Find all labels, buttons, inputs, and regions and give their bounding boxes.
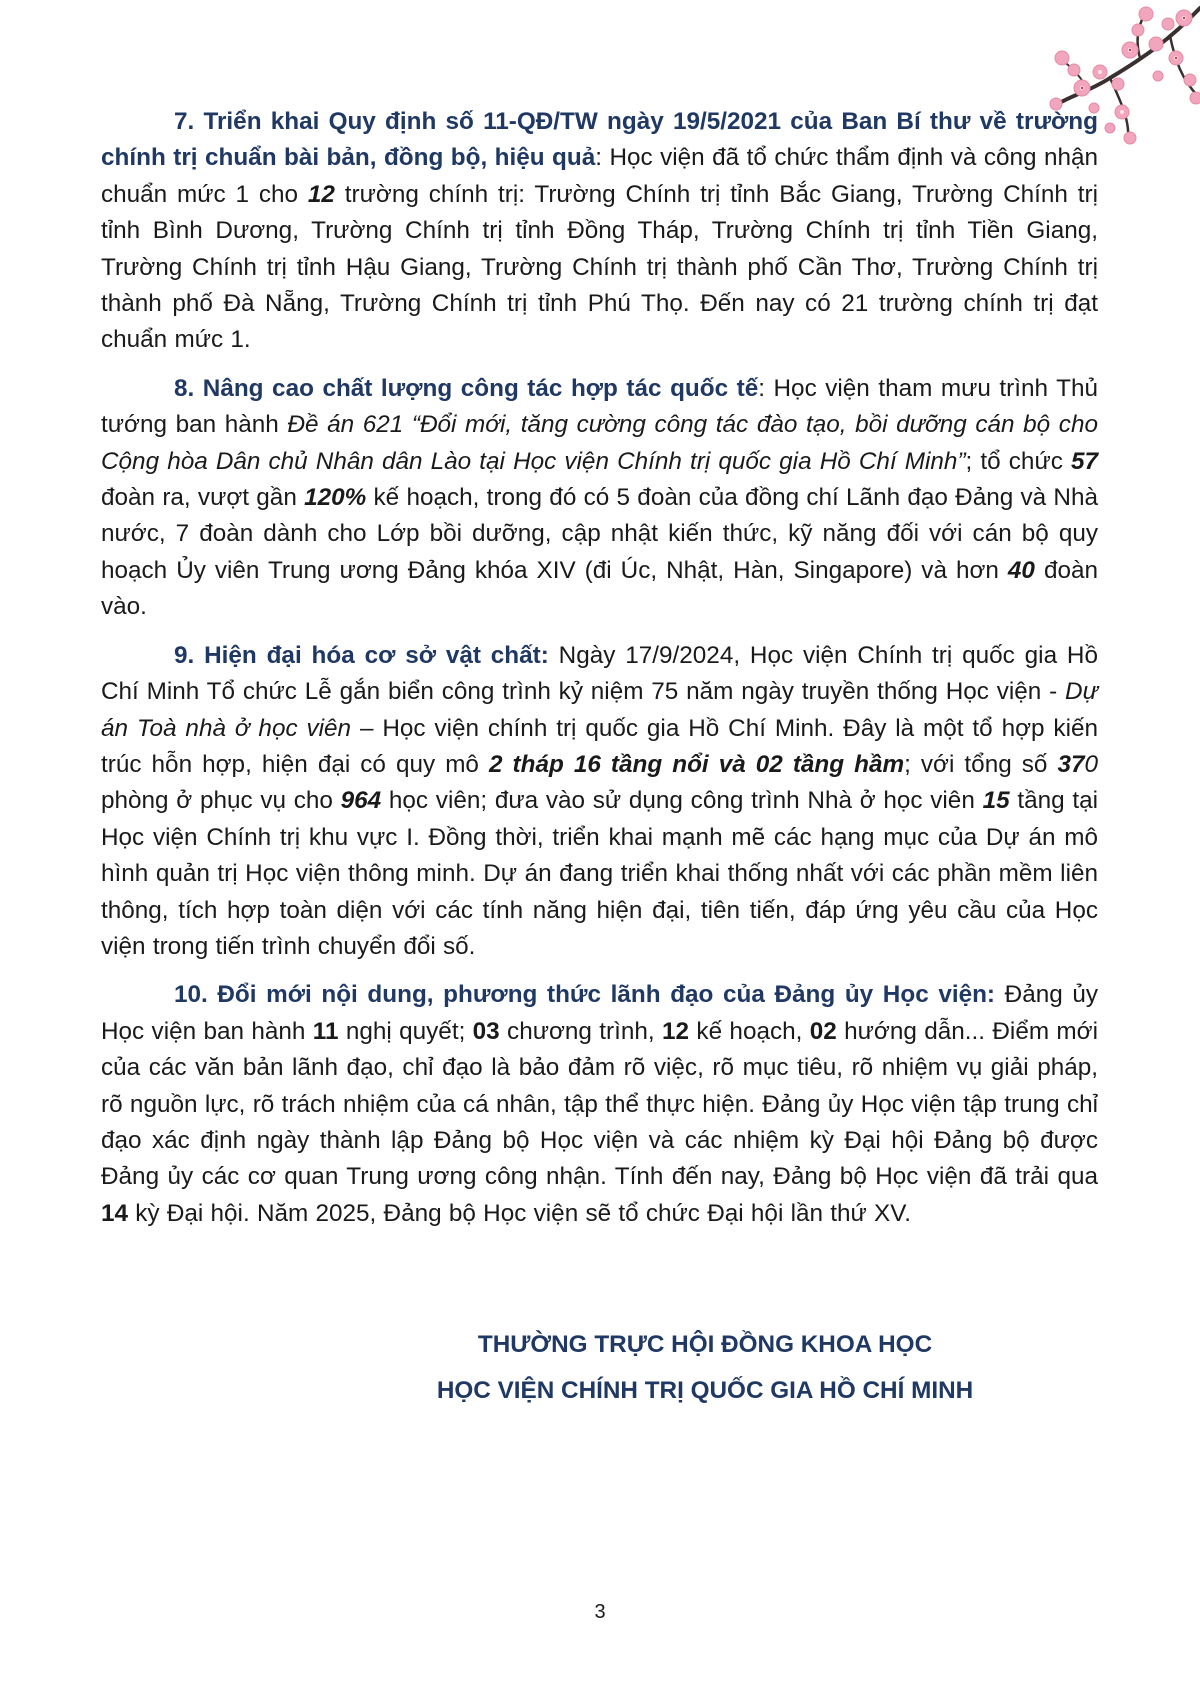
signature-line-1: THƯỜNG TRỰC HỘI ĐỒNG KHOA HỌC bbox=[477, 1331, 933, 1358]
text-run: 120% bbox=[304, 484, 367, 512]
text-run: 40 bbox=[1007, 556, 1035, 584]
text-run: – Học viện chính trị quốc gia Hồ Chí Minh. Đây là một tổ hợp kiến trúc hỗn hợp, hiện đại có quy mô bbox=[101, 714, 1098, 778]
text-run: 7. Triển khai Quy định số 11-QĐ/TW ngày 19/5/2021 của Ban Bí thư về trường chính trị chuẩn bài bản, đồng bộ, hiệu quả bbox=[101, 108, 1098, 172]
text-run: 15 bbox=[982, 787, 1010, 815]
text-run: kỳ Đại hội. Năm 2025, Đảng bộ Học viện sẽ tổ chức Đại hội lần thứ XV. bbox=[128, 1199, 911, 1227]
text-run: kế hoạch, bbox=[689, 1017, 810, 1045]
text-run: 37 bbox=[1057, 750, 1085, 778]
signature-line-2: HỌC VIỆN CHÍNH TRỊ QUỐC GIA HỒ CHÍ MINH bbox=[436, 1377, 974, 1404]
text-run: đoàn ra, vượt gần bbox=[101, 484, 305, 512]
text-run: 0 bbox=[1084, 750, 1098, 778]
text-run: 11 bbox=[312, 1017, 339, 1045]
text-run: Ngày 17/9/2024, Học viện Chính trị quốc gia Hồ Chí Minh Tổ chức Lễ gắn biển công trình kỷ niệm 75 năm ngày truyền thống Học viện - bbox=[101, 641, 1098, 706]
text-run: ; tổ chức bbox=[965, 447, 1071, 475]
text-run: : Học viện đã tổ chức thẩm định và công nhận chuẩn mức 1 cho bbox=[101, 144, 1099, 208]
text-run: Đề án 621 “Đổi mới, tăng cường công tác đào tạo, bồi dưỡng cán bộ cho Cộng hòa Dân chủ Nhân dân Lào tại Học viện Chính trị quốc gia Hồ Chí Minh” bbox=[101, 411, 1098, 475]
text-run: Dự án Toà nhà ở học viên bbox=[101, 678, 1098, 742]
text-run: Đảng ủy Học viện ban hành bbox=[101, 981, 1098, 1045]
page-number: 3 bbox=[594, 1601, 606, 1623]
text-run: học viên; đưa vào sử dụng công trình Nhà ở học viên bbox=[381, 787, 983, 815]
text-run: : Học viện tham mưu trình Thủ tướng ban hành bbox=[101, 374, 1098, 439]
text-run: 2 tháp 16 tầng nổi và 02 tầng hầm bbox=[488, 750, 905, 778]
text-run: 57 bbox=[1070, 447, 1098, 475]
text-run: chương trình, bbox=[499, 1017, 663, 1045]
section-9-paragraph bbox=[101, 638, 1098, 966]
text-run: 02 bbox=[809, 1017, 837, 1045]
text-run: phòng ở phục vụ cho bbox=[101, 787, 341, 815]
signature-block bbox=[380, 1322, 1030, 1414]
text-run: 12 bbox=[662, 1017, 690, 1045]
section-8-paragraph bbox=[101, 371, 1098, 626]
text-run: 03 bbox=[472, 1017, 500, 1045]
text-run: hướng dẫn... Điểm mới của các văn bản lãnh đạo, chỉ đạo là bảo đảm rõ việc, rõ mục tiêu, rõ nhiệm vụ giải pháp, rõ nguồn lực, rõ trách nhiệm của cá nhân, tập thể thực hiện. Đảng ủy Học viện tập trung chỉ đạo xác định ngày thành lập Đảng bộ Học viện và các nhiệm kỳ Đại hội Đảng bộ được Đảng ủy các cơ quan Trung ương công nhận. Tính đến nay, Đảng bộ Học viện đã trải qua bbox=[101, 1017, 1098, 1191]
text-run: kế hoạch, trong đó có 5 đoàn của đồng chí Lãnh đạo Đảng và Nhà nước, 7 đoàn dành cho Lớp bồi dưỡng, cập nhật kiến thức, kỹ năng đối với cán bộ quy hoạch Ủy viên Trung ương Đảng khóa XIV (đi Úc, Nhật, Hàn, Singapore) và hơn bbox=[101, 484, 1099, 584]
document-body bbox=[101, 104, 1098, 1244]
text-run: nghị quyết; bbox=[338, 1017, 473, 1045]
section-10-paragraph bbox=[101, 977, 1098, 1232]
text-run: ; với tổng số bbox=[904, 750, 1058, 778]
text-run: 8. Nâng cao chất lượng công tác hợp tác quốc tế bbox=[174, 374, 759, 402]
text-run: 964 bbox=[340, 787, 382, 815]
text-run: đoàn vào. bbox=[101, 556, 1098, 621]
text-run: 14 bbox=[101, 1199, 129, 1227]
text-run: trường chính trị: Trường Chính trị tỉnh Bắc Giang, Trường Chính trị tỉnh Bình Dương, Trường Chính trị tỉnh Đồng Tháp, Trường Chính trị tỉnh Tiền Giang, Trường Chính trị tỉnh Hậu Giang, Trường Chính trị thành phố Cần Thơ, Trường Chính trị thành phố Đà Nẵng, Trường Chính trị tỉnh Phú Thọ. Đến nay có 21 trường chính trị đạt chuẩn mức 1. bbox=[101, 180, 1098, 354]
text-run: 12 bbox=[307, 180, 335, 208]
text-run: 10. Đổi mới nội dung, phương thức lãnh đạo của Đảng ủy Học viện: bbox=[174, 981, 996, 1009]
text-run: 9. Hiện đại hóa cơ sở vật chất: bbox=[174, 641, 549, 669]
section-7-paragraph bbox=[101, 104, 1098, 359]
text-run: tầng tại Học viện Chính trị khu vực I. Đồng thời, triển khai mạnh mẽ các hạng mục của Dự án mô hình quản trị Học viện thông minh. Dự án đang triển khai thống nhất với các phần mềm liên thông, tích hợp toàn diện với các tính năng hiện đại, tiên tiến, đáp ứng yêu cầu của Học viện trong tiến trình chuyển đổi số. bbox=[101, 787, 1098, 960]
